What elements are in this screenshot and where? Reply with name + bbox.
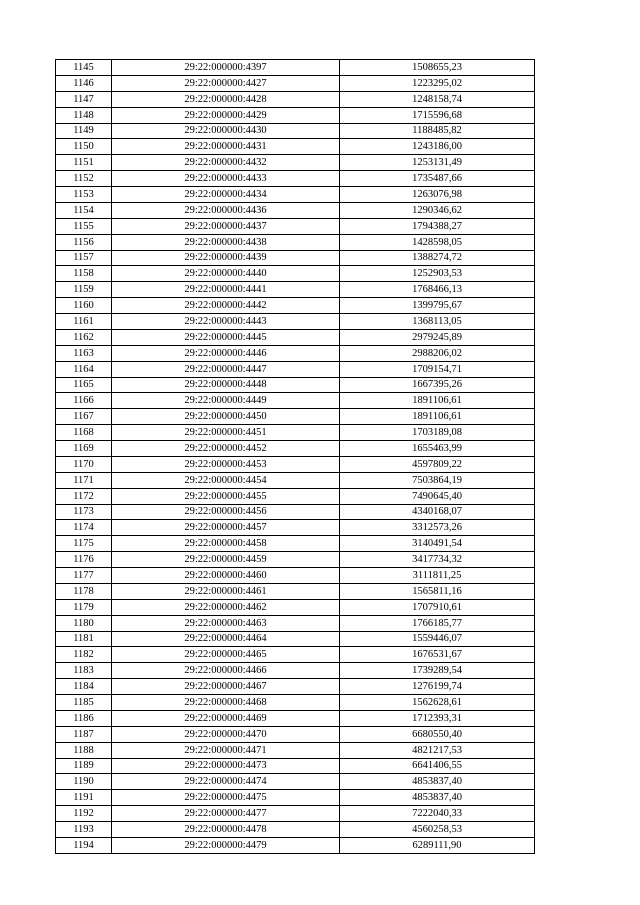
value-cell: 1735487,66	[340, 171, 535, 187]
table-row	[56, 377, 535, 393]
value-cell: 1388274,72	[340, 250, 535, 266]
cadastral-number-cell: 29:22:000000:4434	[112, 187, 340, 203]
cadastral-number-cell: 29:22:000000:4462	[112, 599, 340, 615]
value-cell: 1703189,08	[340, 425, 535, 441]
table-row	[56, 75, 535, 91]
value-cell: 4597809,22	[340, 456, 535, 472]
table-row	[56, 710, 535, 726]
cadastral-number-cell: 29:22:000000:4468	[112, 695, 340, 711]
row-number-cell: 1161	[56, 314, 112, 330]
row-number-cell: 1174	[56, 520, 112, 536]
row-number-cell: 1178	[56, 583, 112, 599]
row-number-cell: 1154	[56, 202, 112, 218]
table-row	[56, 663, 535, 679]
table-row	[56, 790, 535, 806]
row-number-cell: 1183	[56, 663, 112, 679]
cadastral-number-cell: 29:22:000000:4440	[112, 266, 340, 282]
value-cell: 1655463,99	[340, 441, 535, 457]
cadastral-number-cell: 29:22:000000:4441	[112, 282, 340, 298]
cadastral-number-cell: 29:22:000000:4451	[112, 425, 340, 441]
table-row	[56, 568, 535, 584]
cadastral-number-cell: 29:22:000000:4453	[112, 456, 340, 472]
table-row	[56, 266, 535, 282]
row-number-cell: 1163	[56, 345, 112, 361]
cadastral-number-cell: 29:22:000000:4455	[112, 488, 340, 504]
row-number-cell: 1179	[56, 599, 112, 615]
value-cell: 1562628,61	[340, 695, 535, 711]
cadastral-number-cell: 29:22:000000:4466	[112, 663, 340, 679]
cadastral-number-cell: 29:22:000000:4439	[112, 250, 340, 266]
table-row	[56, 139, 535, 155]
cadastral-number-cell: 29:22:000000:4450	[112, 409, 340, 425]
value-cell: 1712393,31	[340, 710, 535, 726]
row-number-cell: 1157	[56, 250, 112, 266]
table-row	[56, 234, 535, 250]
table-row	[56, 837, 535, 853]
value-cell: 1243186,00	[340, 139, 535, 155]
value-cell: 6641406,55	[340, 758, 535, 774]
cadastral-number-cell: 29:22:000000:4443	[112, 314, 340, 330]
cadastral-number-cell: 29:22:000000:4457	[112, 520, 340, 536]
table-row	[56, 250, 535, 266]
value-cell: 1667395,26	[340, 377, 535, 393]
cadastral-number-cell: 29:22:000000:4449	[112, 393, 340, 409]
row-number-cell: 1184	[56, 679, 112, 695]
table-body	[56, 60, 535, 854]
row-number-cell: 1159	[56, 282, 112, 298]
cadastral-number-cell: 29:22:000000:4433	[112, 171, 340, 187]
cadastral-number-cell: 29:22:000000:4459	[112, 552, 340, 568]
row-number-cell: 1153	[56, 187, 112, 203]
row-number-cell: 1168	[56, 425, 112, 441]
table-row	[56, 488, 535, 504]
row-number-cell: 1145	[56, 60, 112, 76]
cadastral-number-cell: 29:22:000000:4447	[112, 361, 340, 377]
value-cell: 4560258,53	[340, 822, 535, 838]
table-row	[56, 171, 535, 187]
value-cell: 1565811,16	[340, 583, 535, 599]
cadastral-number-cell: 29:22:000000:4397	[112, 60, 340, 76]
value-cell: 6289111,90	[340, 837, 535, 853]
cadastral-number-cell: 29:22:000000:4437	[112, 218, 340, 234]
row-number-cell: 1182	[56, 647, 112, 663]
cadastral-number-cell: 29:22:000000:4454	[112, 472, 340, 488]
value-cell: 4853837,40	[340, 790, 535, 806]
value-cell: 1276199,74	[340, 679, 535, 695]
value-cell: 3312573,26	[340, 520, 535, 536]
cadastral-number-cell: 29:22:000000:4471	[112, 742, 340, 758]
cadastral-number-cell: 29:22:000000:4479	[112, 837, 340, 853]
cadastral-number-cell: 29:22:000000:4463	[112, 615, 340, 631]
row-number-cell: 1149	[56, 123, 112, 139]
cadastral-number-cell: 29:22:000000:4432	[112, 155, 340, 171]
cadastral-number-cell: 29:22:000000:4474	[112, 774, 340, 790]
value-cell: 4821217,53	[340, 742, 535, 758]
cadastral-number-cell: 29:22:000000:4431	[112, 139, 340, 155]
value-cell: 1891106,61	[340, 409, 535, 425]
row-number-cell: 1180	[56, 615, 112, 631]
value-cell: 2988206,02	[340, 345, 535, 361]
value-cell: 1188485,82	[340, 123, 535, 139]
table-row	[56, 599, 535, 615]
value-cell: 1253131,49	[340, 155, 535, 171]
row-number-cell: 1166	[56, 393, 112, 409]
table-row	[56, 298, 535, 314]
row-number-cell: 1186	[56, 710, 112, 726]
row-number-cell: 1146	[56, 75, 112, 91]
table-row	[56, 60, 535, 76]
cadastral-number-cell: 29:22:000000:4478	[112, 822, 340, 838]
table-row	[56, 361, 535, 377]
cadastral-number-cell: 29:22:000000:4442	[112, 298, 340, 314]
row-number-cell: 1156	[56, 234, 112, 250]
row-number-cell: 1162	[56, 329, 112, 345]
row-number-cell: 1167	[56, 409, 112, 425]
cadastral-number-cell: 29:22:000000:4446	[112, 345, 340, 361]
value-cell: 1559446,07	[340, 631, 535, 647]
table-row	[56, 758, 535, 774]
table-row	[56, 583, 535, 599]
row-number-cell: 1194	[56, 837, 112, 853]
value-cell: 1368113,05	[340, 314, 535, 330]
table-row	[56, 91, 535, 107]
table-row	[56, 631, 535, 647]
table-row	[56, 726, 535, 742]
table-row	[56, 822, 535, 838]
value-cell: 1891106,61	[340, 393, 535, 409]
table-row	[56, 806, 535, 822]
value-cell: 1223295,02	[340, 75, 535, 91]
row-number-cell: 1188	[56, 742, 112, 758]
row-number-cell: 1175	[56, 536, 112, 552]
cadastral-number-cell: 29:22:000000:4448	[112, 377, 340, 393]
table-row	[56, 202, 535, 218]
row-number-cell: 1189	[56, 758, 112, 774]
table-row	[56, 282, 535, 298]
row-number-cell: 1181	[56, 631, 112, 647]
table-row	[56, 425, 535, 441]
cadastral-number-cell: 29:22:000000:4452	[112, 441, 340, 457]
value-cell: 1707910,61	[340, 599, 535, 615]
cadastral-number-cell: 29:22:000000:4460	[112, 568, 340, 584]
value-cell: 1768466,13	[340, 282, 535, 298]
cadastral-number-cell: 29:22:000000:4456	[112, 504, 340, 520]
row-number-cell: 1172	[56, 488, 112, 504]
row-number-cell: 1193	[56, 822, 112, 838]
row-number-cell: 1150	[56, 139, 112, 155]
row-number-cell: 1192	[56, 806, 112, 822]
cadastral-value-table	[55, 59, 535, 854]
value-cell: 1715596,68	[340, 107, 535, 123]
table-row	[56, 504, 535, 520]
table-row	[56, 456, 535, 472]
cadastral-number-cell: 29:22:000000:4438	[112, 234, 340, 250]
value-cell: 1709154,71	[340, 361, 535, 377]
value-cell: 4853837,40	[340, 774, 535, 790]
cadastral-number-cell: 29:22:000000:4473	[112, 758, 340, 774]
row-number-cell: 1147	[56, 91, 112, 107]
table-row	[56, 520, 535, 536]
row-number-cell: 1158	[56, 266, 112, 282]
row-number-cell: 1160	[56, 298, 112, 314]
table-row	[56, 329, 535, 345]
cadastral-number-cell: 29:22:000000:4461	[112, 583, 340, 599]
cadastral-number-cell: 29:22:000000:4467	[112, 679, 340, 695]
row-number-cell: 1170	[56, 456, 112, 472]
table-row	[56, 742, 535, 758]
row-number-cell: 1148	[56, 107, 112, 123]
table-row	[56, 774, 535, 790]
value-cell: 1290346,62	[340, 202, 535, 218]
value-cell: 7503864,19	[340, 472, 535, 488]
value-cell: 1739289,54	[340, 663, 535, 679]
cadastral-number-cell: 29:22:000000:4465	[112, 647, 340, 663]
table-row	[56, 536, 535, 552]
row-number-cell: 1169	[56, 441, 112, 457]
value-cell: 1252903,53	[340, 266, 535, 282]
cadastral-number-cell: 29:22:000000:4445	[112, 329, 340, 345]
table-row	[56, 552, 535, 568]
row-number-cell: 1151	[56, 155, 112, 171]
value-cell: 1263076,98	[340, 187, 535, 203]
table-row	[56, 441, 535, 457]
value-cell: 1508655,23	[340, 60, 535, 76]
table-row	[56, 187, 535, 203]
table-row	[56, 695, 535, 711]
cadastral-number-cell: 29:22:000000:4427	[112, 75, 340, 91]
row-number-cell: 1187	[56, 726, 112, 742]
table-row	[56, 393, 535, 409]
row-number-cell: 1191	[56, 790, 112, 806]
table-row	[56, 679, 535, 695]
value-cell: 1794388,27	[340, 218, 535, 234]
table-row	[56, 615, 535, 631]
row-number-cell: 1177	[56, 568, 112, 584]
value-cell: 7490645,40	[340, 488, 535, 504]
cadastral-number-cell: 29:22:000000:4470	[112, 726, 340, 742]
row-number-cell: 1152	[56, 171, 112, 187]
cadastral-number-cell: 29:22:000000:4428	[112, 91, 340, 107]
row-number-cell: 1165	[56, 377, 112, 393]
row-number-cell: 1173	[56, 504, 112, 520]
cadastral-number-cell: 29:22:000000:4464	[112, 631, 340, 647]
value-cell: 3417734,32	[340, 552, 535, 568]
row-number-cell: 1176	[56, 552, 112, 568]
row-number-cell: 1164	[56, 361, 112, 377]
cadastral-number-cell: 29:22:000000:4477	[112, 806, 340, 822]
value-cell: 1248158,74	[340, 91, 535, 107]
cadastral-number-cell: 29:22:000000:4430	[112, 123, 340, 139]
value-cell: 3140491,54	[340, 536, 535, 552]
table-row	[56, 314, 535, 330]
table-row	[56, 107, 535, 123]
value-cell: 1399795,67	[340, 298, 535, 314]
value-cell: 2979245,89	[340, 329, 535, 345]
cadastral-number-cell: 29:22:000000:4458	[112, 536, 340, 552]
table-row	[56, 123, 535, 139]
table-row	[56, 647, 535, 663]
table-row	[56, 472, 535, 488]
table-row	[56, 409, 535, 425]
table-row	[56, 218, 535, 234]
value-cell: 4340168,07	[340, 504, 535, 520]
cadastral-number-cell: 29:22:000000:4436	[112, 202, 340, 218]
value-cell: 7222040,33	[340, 806, 535, 822]
cadastral-number-cell: 29:22:000000:4475	[112, 790, 340, 806]
value-cell: 6680550,40	[340, 726, 535, 742]
row-number-cell: 1190	[56, 774, 112, 790]
row-number-cell: 1155	[56, 218, 112, 234]
cadastral-number-cell: 29:22:000000:4429	[112, 107, 340, 123]
value-cell: 3111811,25	[340, 568, 535, 584]
value-cell: 1428598,05	[340, 234, 535, 250]
row-number-cell: 1171	[56, 472, 112, 488]
row-number-cell: 1185	[56, 695, 112, 711]
cadastral-number-cell: 29:22:000000:4469	[112, 710, 340, 726]
table-row	[56, 155, 535, 171]
value-cell: 1676531,67	[340, 647, 535, 663]
table-row	[56, 345, 535, 361]
value-cell: 1766185,77	[340, 615, 535, 631]
